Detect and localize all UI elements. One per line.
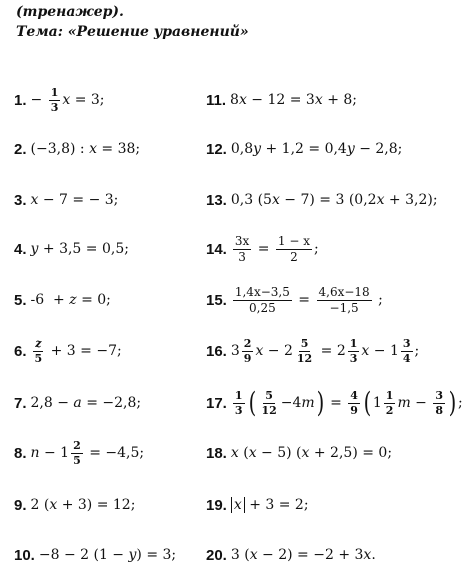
task-16 xyxy=(206,336,419,366)
variable: x xyxy=(49,497,58,513)
denominator: 3 xyxy=(234,403,243,417)
variable: a xyxy=(73,395,82,411)
eq-text: 3 xyxy=(230,343,240,359)
eq-text: = xyxy=(293,292,315,308)
task-number: 5. xyxy=(14,291,27,309)
task-18 xyxy=(206,438,392,468)
equation xyxy=(31,192,119,208)
task-8 xyxy=(14,438,144,468)
fraction xyxy=(233,286,292,315)
variable: x xyxy=(89,141,97,157)
task-number: 11. xyxy=(206,91,227,109)
equation xyxy=(231,547,376,563)
numerator: 3 xyxy=(402,336,411,350)
fraction xyxy=(233,235,251,264)
eq-text: ( xyxy=(238,445,249,461)
task-number: 19. xyxy=(206,496,227,514)
eq-text: − 2,8; xyxy=(354,141,403,157)
numerator: 4 xyxy=(350,388,358,402)
equation xyxy=(231,235,319,264)
task-3 xyxy=(14,185,118,215)
eq-text: 2,8 − xyxy=(30,395,74,411)
eq-text: − 7) = 3 (0,2 xyxy=(279,192,377,208)
fraction xyxy=(33,338,45,365)
variable: x xyxy=(62,92,71,108)
task-number: 12. xyxy=(206,140,227,158)
eq-text: − 1 xyxy=(39,445,70,461)
eq-text: + 8; xyxy=(322,92,358,108)
variable: x xyxy=(249,547,258,563)
variable: y xyxy=(128,547,137,563)
eq-text: ) = 3; xyxy=(136,547,177,563)
denominator: 12 xyxy=(296,351,313,365)
task-number: 20. xyxy=(206,546,227,564)
right-paren: ) xyxy=(316,386,324,419)
subtitle-trainer: (тренажер). xyxy=(16,4,124,20)
eq-text: + 3,2); xyxy=(384,192,438,208)
task-7 xyxy=(14,388,141,418)
eq-text: -6 + xyxy=(30,292,70,308)
task-13 xyxy=(206,185,438,215)
numerator: 1 xyxy=(50,85,59,99)
task-number: 8. xyxy=(14,444,27,462)
variable: x xyxy=(314,92,323,108)
numerator: 3x xyxy=(234,233,250,248)
task-19 xyxy=(206,490,309,520)
numerator: 1 − x xyxy=(277,233,310,248)
eq-text: = 38; xyxy=(96,141,141,157)
equation xyxy=(231,192,438,208)
denominator: 4 xyxy=(402,351,411,365)
denominator: 0,25 xyxy=(249,300,276,315)
fraction xyxy=(384,390,396,417)
fraction xyxy=(295,338,314,365)
eq-text: − 12 = 3 xyxy=(246,92,315,108)
variable: y xyxy=(253,141,262,157)
eq-text: + 3 = 2; xyxy=(244,497,309,513)
fraction xyxy=(348,390,360,417)
task-4 xyxy=(14,234,129,264)
fraction xyxy=(348,338,360,365)
eq-text: ; xyxy=(457,395,463,411)
numerator: 2 xyxy=(243,336,252,350)
variable: x xyxy=(301,445,310,461)
variable: m xyxy=(301,395,315,411)
eq-text: 0,8 xyxy=(230,141,254,157)
numerator: 5 xyxy=(265,388,273,402)
left-paren: ( xyxy=(363,386,372,419)
eq-text: − xyxy=(30,92,47,108)
variable: x xyxy=(361,343,370,359)
denominator: 8 xyxy=(435,403,444,417)
eq-text: + 2,5) = 0; xyxy=(309,445,393,461)
task-number: 18. xyxy=(206,444,227,462)
task-number: 15. xyxy=(206,291,227,309)
equation xyxy=(31,87,105,114)
numerator: 3 xyxy=(435,388,444,402)
eq-text: −8 − 2 (1 − xyxy=(38,547,129,563)
fraction xyxy=(71,440,83,467)
eq-text: + 1,2 = 0,4 xyxy=(261,141,347,157)
numerator: z xyxy=(35,336,42,350)
fraction xyxy=(433,390,445,417)
fraction xyxy=(259,390,278,417)
denominator: 12 xyxy=(261,403,277,417)
task-12 xyxy=(206,134,402,164)
equation xyxy=(31,241,129,257)
equation xyxy=(231,497,309,513)
task-number: 6. xyxy=(14,342,27,360)
eq-text: = 3; xyxy=(70,92,105,108)
task-number: 10. xyxy=(14,546,35,564)
eq-text: . xyxy=(371,547,376,563)
task-2 xyxy=(14,134,140,164)
eq-text: − 5) ( xyxy=(256,445,302,461)
task-number: 13. xyxy=(206,191,227,209)
denominator: 9 xyxy=(350,403,358,417)
variable: n xyxy=(30,445,40,461)
variable: x xyxy=(30,192,39,208)
equation xyxy=(230,92,357,108)
task-1 xyxy=(14,85,105,115)
topic-title: Тема: «Решение уравнений» xyxy=(16,24,249,40)
equation xyxy=(31,440,145,467)
variable: x xyxy=(230,445,239,461)
eq-text: − 2) = −2 + 3 xyxy=(257,547,364,563)
eq-text: 0,3 (5 xyxy=(230,192,272,208)
task-17 xyxy=(206,388,463,418)
task-number: 3. xyxy=(14,191,27,209)
equation xyxy=(31,141,141,157)
eq-text: − 2 xyxy=(263,343,293,359)
eq-text: = xyxy=(325,395,347,411)
right-paren: ) xyxy=(448,386,457,419)
equation xyxy=(231,141,403,157)
fraction xyxy=(49,87,61,114)
task-5 xyxy=(14,285,111,315)
variable: x xyxy=(248,445,257,461)
eq-text: 8 xyxy=(230,92,239,108)
task-number: 16. xyxy=(206,342,227,360)
equation xyxy=(31,395,142,411)
task-number: 4. xyxy=(14,240,27,258)
denominator: −1,5 xyxy=(329,300,359,315)
variable: y xyxy=(30,241,39,257)
variable: z xyxy=(69,292,77,308)
eq-text: − xyxy=(410,395,432,411)
task-number: 9. xyxy=(14,496,27,514)
numerator: 1,4x−3,5 xyxy=(234,284,290,299)
task-15 xyxy=(206,285,383,315)
equation xyxy=(231,386,463,419)
equation xyxy=(31,292,111,308)
equation xyxy=(231,338,419,365)
absolute-value: x xyxy=(231,497,245,513)
task-number: 7. xyxy=(14,394,27,412)
numerator: 1 xyxy=(349,336,358,350)
variable: x xyxy=(363,547,372,563)
numerator: 4,6x−18 xyxy=(318,284,370,299)
eq-text: + 3,5 = 0,5; xyxy=(38,241,129,257)
denominator: 3 xyxy=(349,351,358,365)
denominator: 5 xyxy=(73,453,81,467)
denominator: 2 xyxy=(290,249,298,264)
equation xyxy=(231,286,383,315)
variable: x xyxy=(255,343,264,359)
task-20 xyxy=(206,540,376,570)
task-number: 1. xyxy=(14,91,27,109)
fraction xyxy=(276,235,312,264)
task-14 xyxy=(206,234,319,264)
task-6 xyxy=(14,336,122,366)
eq-text: = −4,5; xyxy=(84,445,145,461)
cropped-top-text xyxy=(0,0,458,3)
eq-text: + 3) = 12; xyxy=(57,497,136,513)
variable: x xyxy=(238,92,247,108)
equation xyxy=(39,547,176,563)
numerator: 2 xyxy=(73,438,81,452)
task-number: 17. xyxy=(206,394,227,412)
fraction xyxy=(401,338,413,365)
fraction xyxy=(242,338,254,365)
eq-text: ; xyxy=(314,241,319,257)
equation xyxy=(31,497,136,513)
eq-text: − 1 xyxy=(369,343,399,359)
eq-text: (−3,8) : xyxy=(30,141,90,157)
fraction xyxy=(317,286,372,315)
eq-text: 2 ( xyxy=(30,497,50,513)
eq-text: + 3 = −7; xyxy=(46,343,122,359)
eq-text: 1 xyxy=(372,395,382,411)
numerator: 1 xyxy=(234,388,243,402)
eq-text: 3 ( xyxy=(230,547,250,563)
numerator: 1 xyxy=(385,388,394,402)
equation xyxy=(31,338,122,365)
denominator: 3 xyxy=(238,249,246,264)
task-11 xyxy=(206,85,357,115)
eq-text: ; xyxy=(373,292,383,308)
variable: m xyxy=(397,395,411,411)
equation xyxy=(231,445,392,461)
variable: x xyxy=(271,192,280,208)
task-9 xyxy=(14,490,135,520)
task-10 xyxy=(14,540,176,570)
task-number: 14. xyxy=(206,240,227,258)
fraction xyxy=(233,390,245,417)
denominator: 5 xyxy=(34,351,43,365)
eq-text: = −2,8; xyxy=(81,395,142,411)
eq-text: ; xyxy=(414,343,420,359)
left-paren: ( xyxy=(248,386,256,419)
denominator: 3 xyxy=(50,100,59,114)
eq-text: −4 xyxy=(280,395,302,411)
variable: y xyxy=(346,141,355,157)
denominator: 2 xyxy=(385,403,394,417)
variable: x xyxy=(376,192,385,208)
eq-text: − 7 = − 3; xyxy=(38,192,119,208)
task-number: 2. xyxy=(14,140,27,158)
eq-text: = 0; xyxy=(76,292,111,308)
numerator: 5 xyxy=(300,336,309,350)
denominator: 9 xyxy=(243,351,252,365)
eq-text: = 2 xyxy=(316,343,346,359)
eq-text: = xyxy=(253,241,274,257)
